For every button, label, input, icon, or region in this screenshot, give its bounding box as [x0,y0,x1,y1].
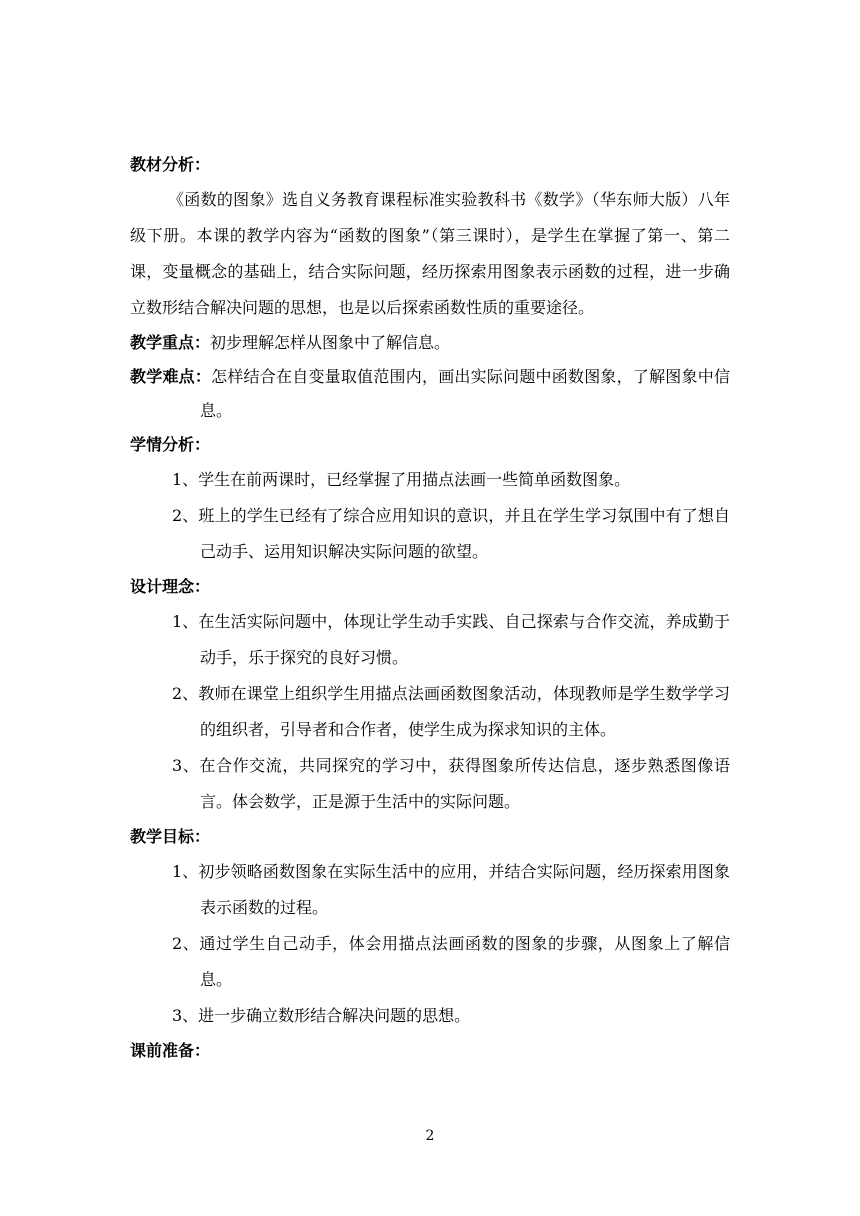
difficulty-text: 怎样结合在自变量取值范围内，画出实际问题中函数图象，了解图象中信息。 [200,367,730,420]
key-point-label: 教学重点： [130,333,211,352]
list-item: 1、初步领略函数图象在实际生活中的应用，并结合实际问题，经历探索用图象表示函数的过程。 [172,862,730,917]
section-heading-analysis: 教材分析： [130,155,211,174]
page-content [130,148,730,1068]
list-item: 2、教师在课堂上组织学生用描点法画函数图象活动，体现教师是学生数学学习的组织者，引导者和合作者，使学生成为探求知识的主体。 [172,684,730,739]
list-item: 3、进一步确立数形结合解决问题的思想。 [172,1006,471,1025]
section-heading-prep: 课前准备： [130,1041,211,1060]
section-heading-goals: 教学目标： [130,827,211,846]
difficulty-label: 教学难点： [130,367,212,386]
list-item: 1、学生在前两课时，已经掌握了用描点法画一些简单函数图象。 [172,470,631,489]
list-item: 2、班上的学生已经有了综合应用知识的意识，并且在学生学习氛围中有了想自己动手、运用知识解决实际问题的欲望。 [172,506,730,561]
list-item: 1、在生活实际问题中，体现让学生动手实践、自己探索与合作交流，养成勤于动手，乐于探究的良好习惯。 [172,612,730,667]
key-point-text: 初步理解怎样从图象中了解信息。 [210,333,451,352]
section-heading-design: 设计理念： [130,577,211,596]
section-heading-student-analysis: 学情分析： [130,435,211,454]
page-number: 2 [425,1128,435,1144]
analysis-paragraph: 《函数的图象》选自义务教育课程标准实验教科书《数学》（华东师大版）八年级下册。本课的教学内容为“函数的图象”（第三课时），是学生在掌握了第一、第二课，变量概念的基础上，结合实际问题，经历探索用图象表示函数的过程，进一步确立数形结合解决问题的思想，也是以后探索函数性质的重要途径。 [130,190,730,317]
list-item: 3、在合作交流，共同探究的学习中，获得图象所传达信息，逐步熟悉图像语言。体会数学，正是源于生活中的实际问题。 [172,756,730,811]
key-point [130,326,730,360]
difficulty [130,360,730,428]
list-item: 2、通过学生自己动手，体会用描点法画函数的图象的步骤，从图象上了解信息。 [172,934,730,989]
